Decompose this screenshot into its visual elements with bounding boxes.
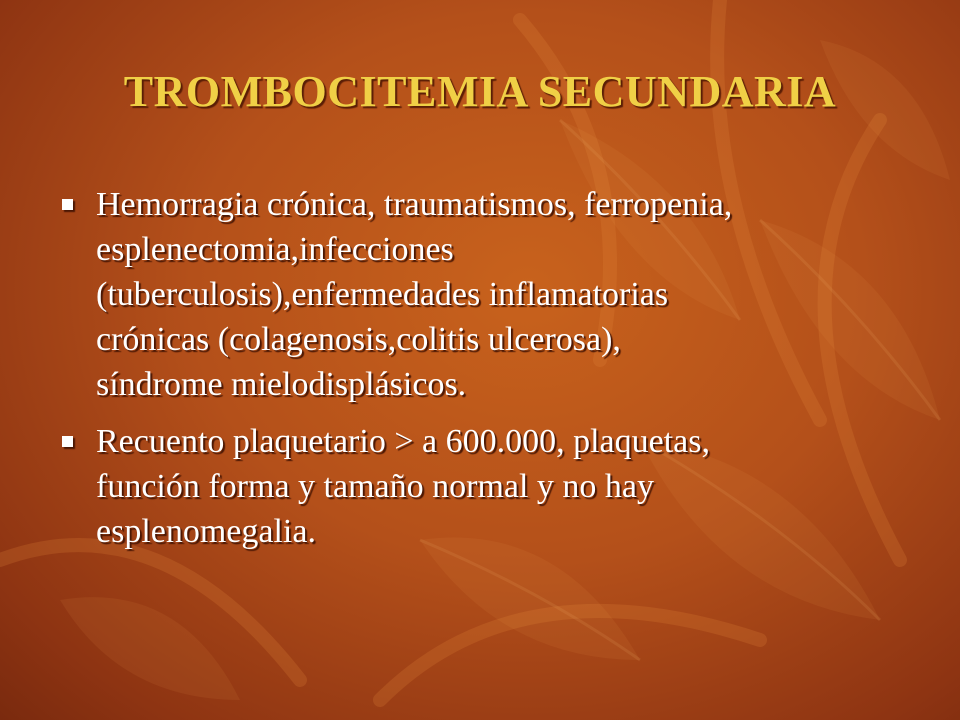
slide-title: TROMBOCITEMIA SECUNDARIA [123, 67, 837, 116]
bullet-line: función forma y tamaño normal y no hay [96, 468, 655, 505]
bullet-item-causes [60, 182, 910, 407]
bullet-line: esplenectomia,infecciones [96, 231, 454, 268]
square-bullet-icon [62, 199, 73, 210]
bullet-line: crónicas (colagenosis,colitis ulcerosa), [96, 321, 621, 358]
bullet-line: Hemorragia crónica, traumatismos, ferropenia, [96, 186, 733, 223]
square-bullet-icon [62, 436, 73, 447]
bullet-line: (tuberculosis),enfermedades inflamatorias [96, 276, 669, 313]
bullet-item-platelet-count [60, 419, 910, 554]
bullet-line: Recuento plaquetario > a 600.000, plaquetas, [96, 423, 710, 460]
bullet-line: síndrome mielodisplásicos. [96, 366, 467, 403]
bullet-line: esplenomegalia. [96, 513, 316, 550]
bullet-list [60, 182, 910, 566]
